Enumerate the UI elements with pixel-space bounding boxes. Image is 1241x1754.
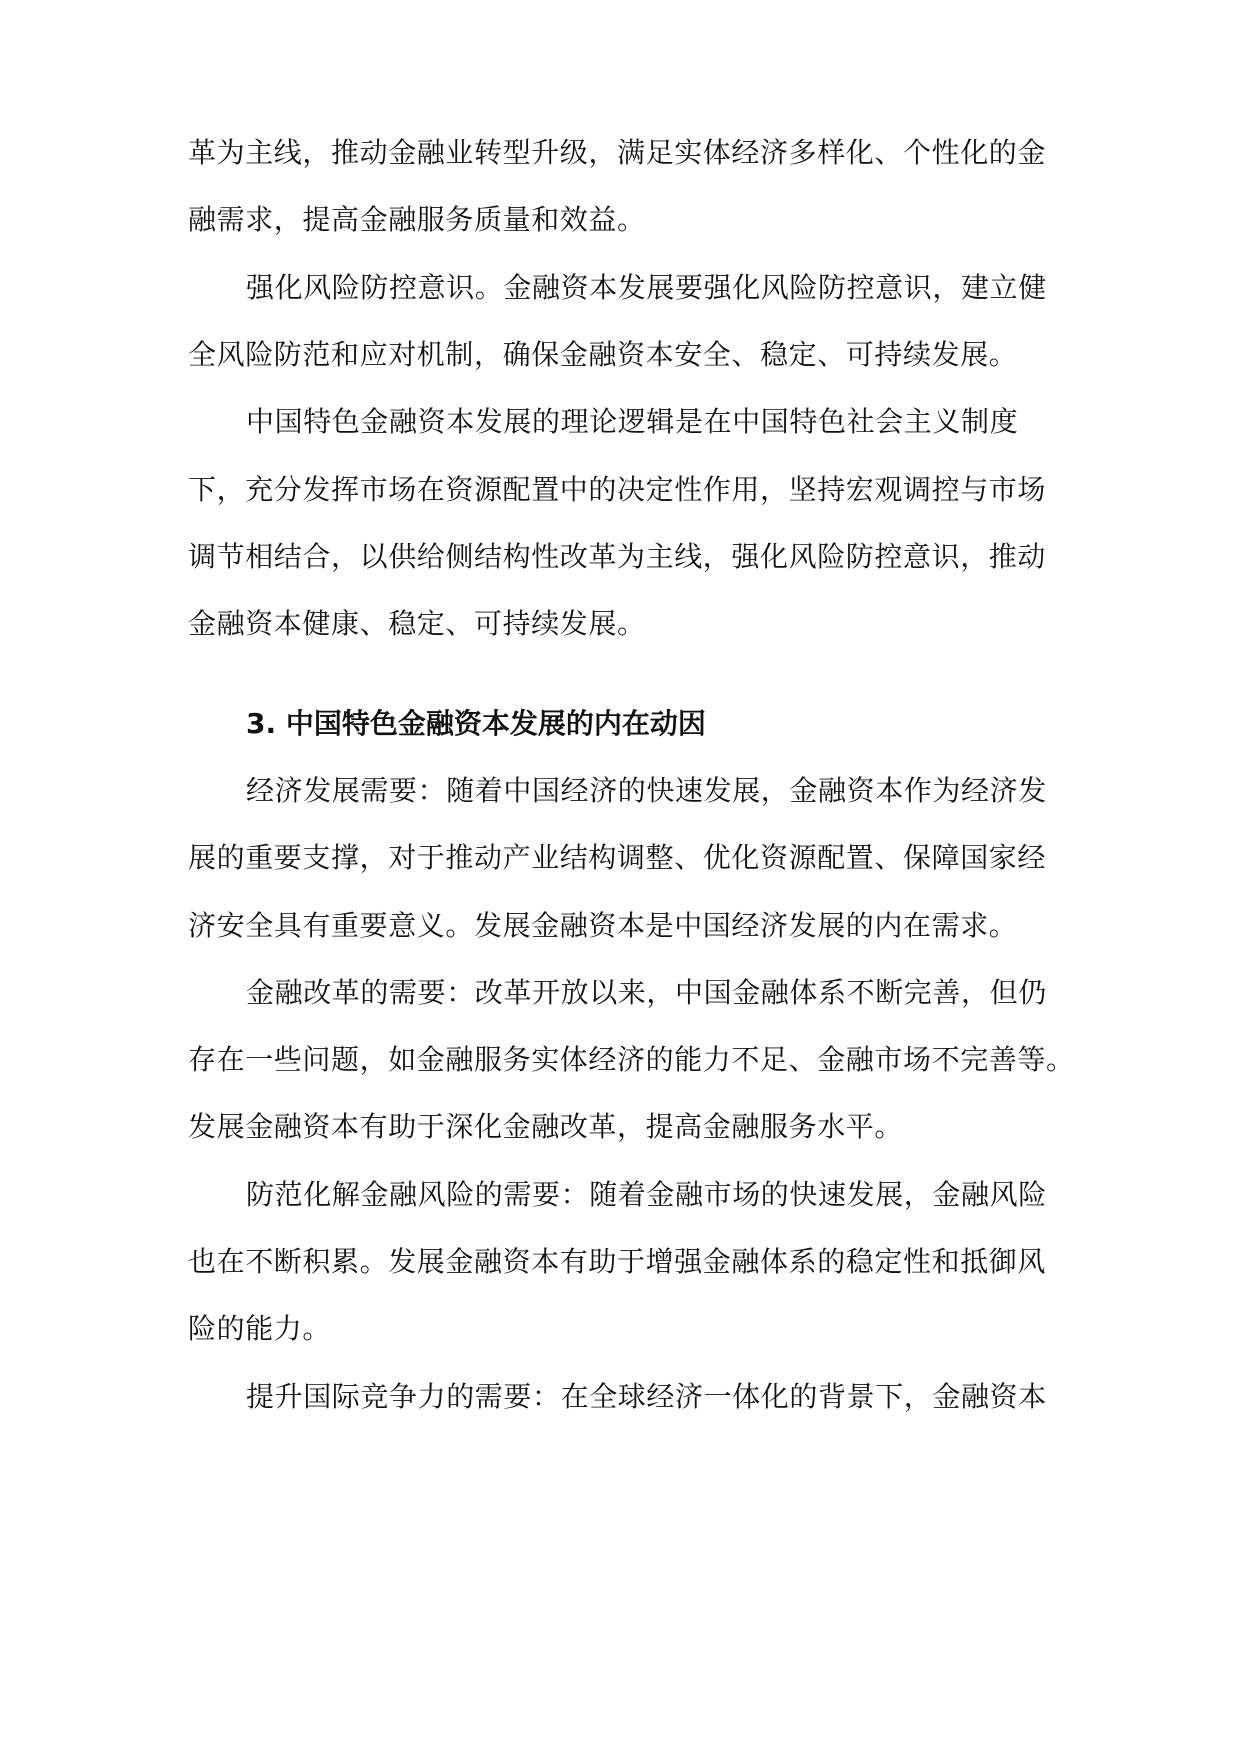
text-line: 险的能力。 — [188, 1312, 332, 1345]
text-line: 调节相结合，以供给侧结构性改革为主线，强化风险防控意识，推动 — [188, 540, 1047, 573]
paragraph-start-line: 中国特色金融资本发展的理论逻辑是在中国特色社会主义制度 — [246, 405, 1019, 438]
text-line: 存在一些问题，如金融服务实体经济的能力不足、金融市场不完善等。 — [188, 1043, 1075, 1076]
text-line: 革为主线，推动金融业转型升级，满足实体经济多样化、个性化的金 — [188, 136, 1047, 169]
paragraph-start-line: 经济发展需要：随着中国经济的快速发展，金融资本作为经济发 — [246, 774, 1047, 807]
paragraph-start-line: 金融改革的需要：改革开放以来，中国金融体系不断完善，但仍 — [246, 976, 1047, 1009]
text-line: 展的重要支撑，对于推动产业结构调整、优化资源配置、保障国家经 — [188, 841, 1047, 874]
text-line: 下，充分发挥市场在资源配置中的决定性作用，坚持宏观调控与市场 — [188, 473, 1047, 506]
section-heading: 3. 中国特色金融资本发展的内在动因 — [246, 707, 706, 740]
paragraph-start-line: 防范化解金融风险的需要：随着金融市场的快速发展，金融风险 — [246, 1178, 1047, 1211]
paragraph-start-line: 提升国际竞争力的需要：在全球经济一体化的背景下，金融资本 — [246, 1380, 1047, 1413]
text-line: 金融资本健康、稳定、可持续发展。 — [188, 607, 646, 640]
text-line: 发展金融资本有助于深化金融改革，提高金融服务水平。 — [188, 1110, 904, 1143]
text-line: 全风险防范和应对机制，确保金融资本安全、稳定、可持续发展。 — [188, 338, 1018, 371]
text-line: 济安全具有重要意义。发展金融资本是中国经济发展的内在需求。 — [188, 909, 1018, 942]
paragraph-start-line: 强化风险防控意识。金融资本发展要强化风险防控意识，建立健 — [246, 271, 1047, 304]
text-line: 融需求，提高金融服务质量和效益。 — [188, 203, 646, 236]
text-line: 也在不断积累。发展金融资本有助于增强金融体系的稳定性和抵御风 — [188, 1245, 1047, 1278]
